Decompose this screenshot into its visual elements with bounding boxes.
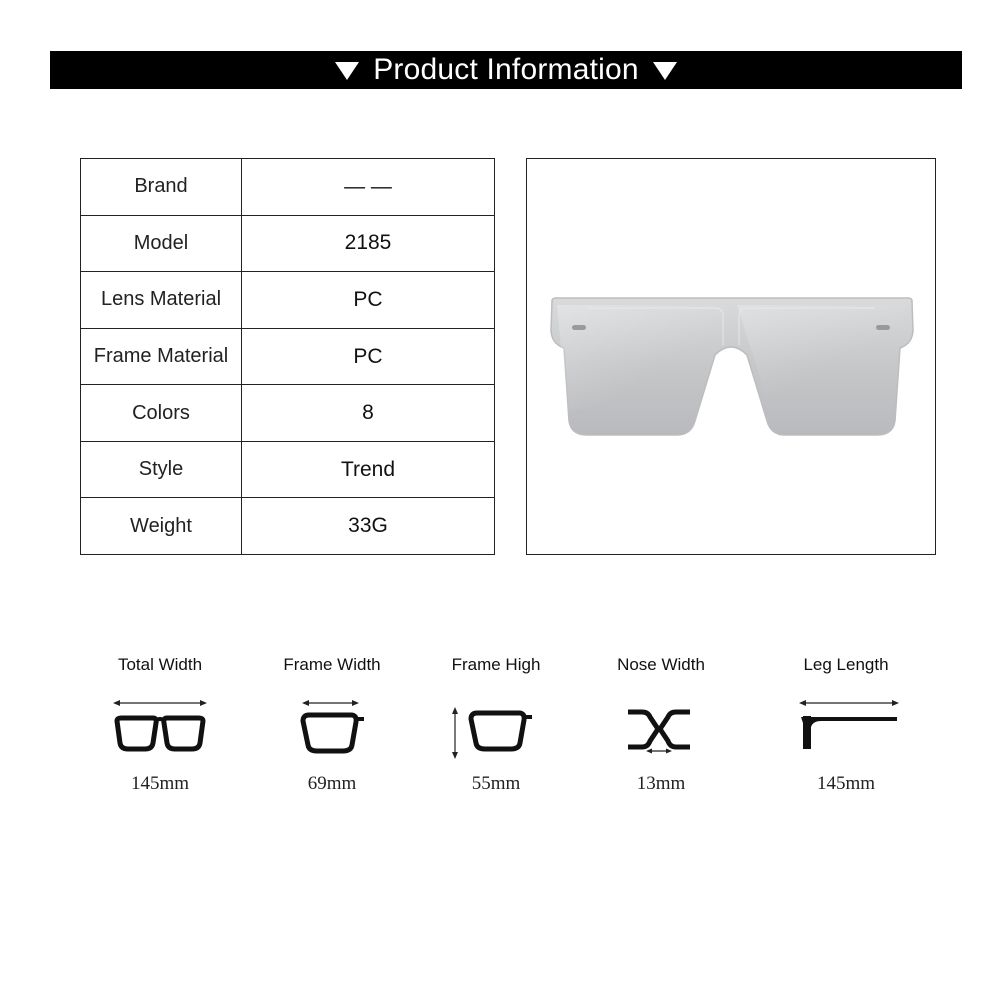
spec-label: Colors	[81, 385, 242, 441]
nose-width-icon	[576, 693, 746, 763]
spec-value: — —	[344, 174, 392, 198]
measure-value: 69mm	[307, 773, 357, 794]
measure-label: Frame High	[451, 655, 541, 674]
spec-value: Trend	[340, 457, 396, 481]
banner-title: Product Information	[373, 53, 639, 86]
spec-table	[80, 158, 495, 555]
spec-value: 33G	[348, 514, 388, 538]
measure-label: Nose Width	[617, 655, 705, 674]
measure-frame-width	[247, 655, 417, 805]
measure-value: 55mm	[471, 773, 521, 794]
spec-row-colors	[81, 385, 494, 442]
measure-value: 145mm	[816, 773, 876, 794]
spec-row-brand	[81, 159, 494, 216]
spec-row-lens-material	[81, 272, 494, 329]
spec-label: Weight	[81, 498, 242, 554]
product-information-banner	[50, 51, 962, 89]
frame-high-icon	[411, 693, 581, 763]
spec-label: Lens Material	[81, 272, 242, 328]
measure-total-width	[75, 655, 245, 805]
spec-row-weight	[81, 498, 494, 554]
measure-label: Frame Width	[283, 655, 381, 674]
measure-leg-length	[761, 655, 931, 805]
measure-label: Leg Length	[803, 655, 889, 674]
spec-value: 8	[362, 401, 374, 425]
spec-row-frame-material	[81, 329, 494, 386]
triangle-down-icon	[653, 62, 677, 80]
measure-frame-high	[411, 655, 581, 805]
frame-width-icon	[247, 693, 417, 763]
spec-value: PC	[353, 344, 383, 368]
measure-value: 145mm	[130, 773, 190, 794]
spec-label: Frame Material	[81, 329, 242, 385]
spec-row-style	[81, 442, 494, 499]
measure-nose-width	[576, 655, 746, 805]
spec-row-model	[81, 216, 494, 273]
spec-value: PC	[353, 287, 383, 311]
triangle-down-icon	[335, 62, 359, 80]
measure-label: Total Width	[117, 655, 203, 674]
product-photo	[526, 158, 936, 555]
spec-label: Style	[81, 442, 242, 498]
spec-value: 2185	[344, 231, 392, 255]
spec-label: Brand	[81, 159, 242, 215]
measure-value: 13mm	[636, 773, 686, 794]
total-width-icon	[75, 693, 245, 763]
sunglasses-image	[527, 159, 935, 554]
spec-label: Model	[81, 216, 242, 272]
leg-length-icon	[761, 693, 931, 763]
